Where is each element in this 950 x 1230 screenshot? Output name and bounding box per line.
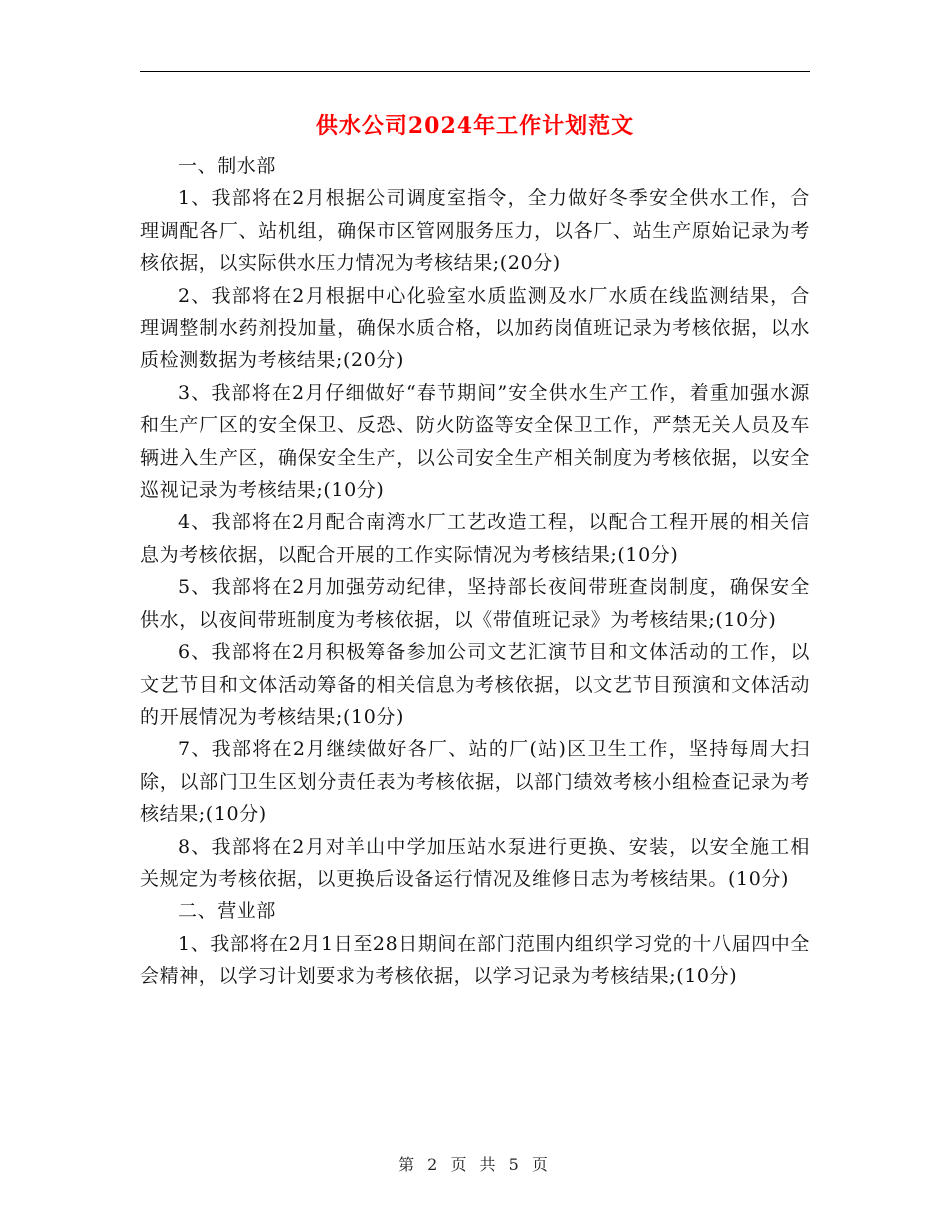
body-paragraph: 1、我部将在2月1日至28日期间在部门范围内组织学习党的十八届四中全会精神，以学习计划要求为考核依据，以学习记录为考核结果;(10分) [140,932,810,988]
body-paragraph: 5、我部将在2月加强劳动纪律，坚持部长夜间带班查岗制度，确保安全供水，以夜间带班制度为考核依据，以《带值班记录》为考核结果;(10分) [140,576,810,631]
body-paragraph: 3、我部将在2月仔细做好“春节期间”安全供水生产工作，着重加强水源和生产厂区的安全保卫、反恐、防火防盗等安全保卫工作，严禁无关人员及车辆进入生产区，确保安全生产，以公司安全生产相关制度为考核依据，以安全巡视记录为考核结果;(10分) [140,381,810,502]
document-title: 供水公司2024年工作计划范文 [315,113,635,139]
body-paragraph: 1、我部将在2月根据公司调度室指令，全力做好冬季安全供水工作，合理调配各厂、站机组，确保市区管网服务压力，以各厂、站生产原始记录为考核依据，以实际供水压力情况为考核结果;(20分) [140,187,810,275]
body-paragraph: 8、我部将在2月对羊山中学加压站水泵进行更换、安装，以安全施工相关规定为考核依据，以更换后设备运行情况及维修日志为考核结果。(10分) [140,835,810,890]
page-number: 第 2 页 共 5 页 [398,1155,552,1174]
section-heading: 一、制水部 [178,155,277,177]
body-paragraph: 6、我部将在2月积极筹备参加公司文艺汇演节目和文体活动的工作，以文艺节目和文体活动筹备的相关信息为考核依据，以文艺节目预演和文体活动的开展情况为考核结果;(10分) [140,641,810,728]
body-paragraph: 7、我部将在2月继续做好各厂、站的厂(站)区卫生工作，坚持每周大扫除，以部门卫生区划分责任表为考核依据，以部门绩效考核小组检查记录为考核结果;(10分) [140,738,810,826]
document-body [140,150,810,993]
header-rule [140,71,810,72]
body-paragraph: 4、我部将在2月配合南湾水厂工艺改造工程，以配合工程开展的相关信息为考核依据，以配合开展的工作实际情况为考核结果;(10分) [140,511,810,566]
section-heading: 二、营业部 [178,900,277,923]
body-paragraph: 2、我部将在2月根据中心化验室水质监测及水厂水质在线监测结果，合理调整制水药剂投加量，确保水质合格，以加药岗值班记录为考核依据，以水质检测数据为考核结果;(20分) [140,284,810,372]
